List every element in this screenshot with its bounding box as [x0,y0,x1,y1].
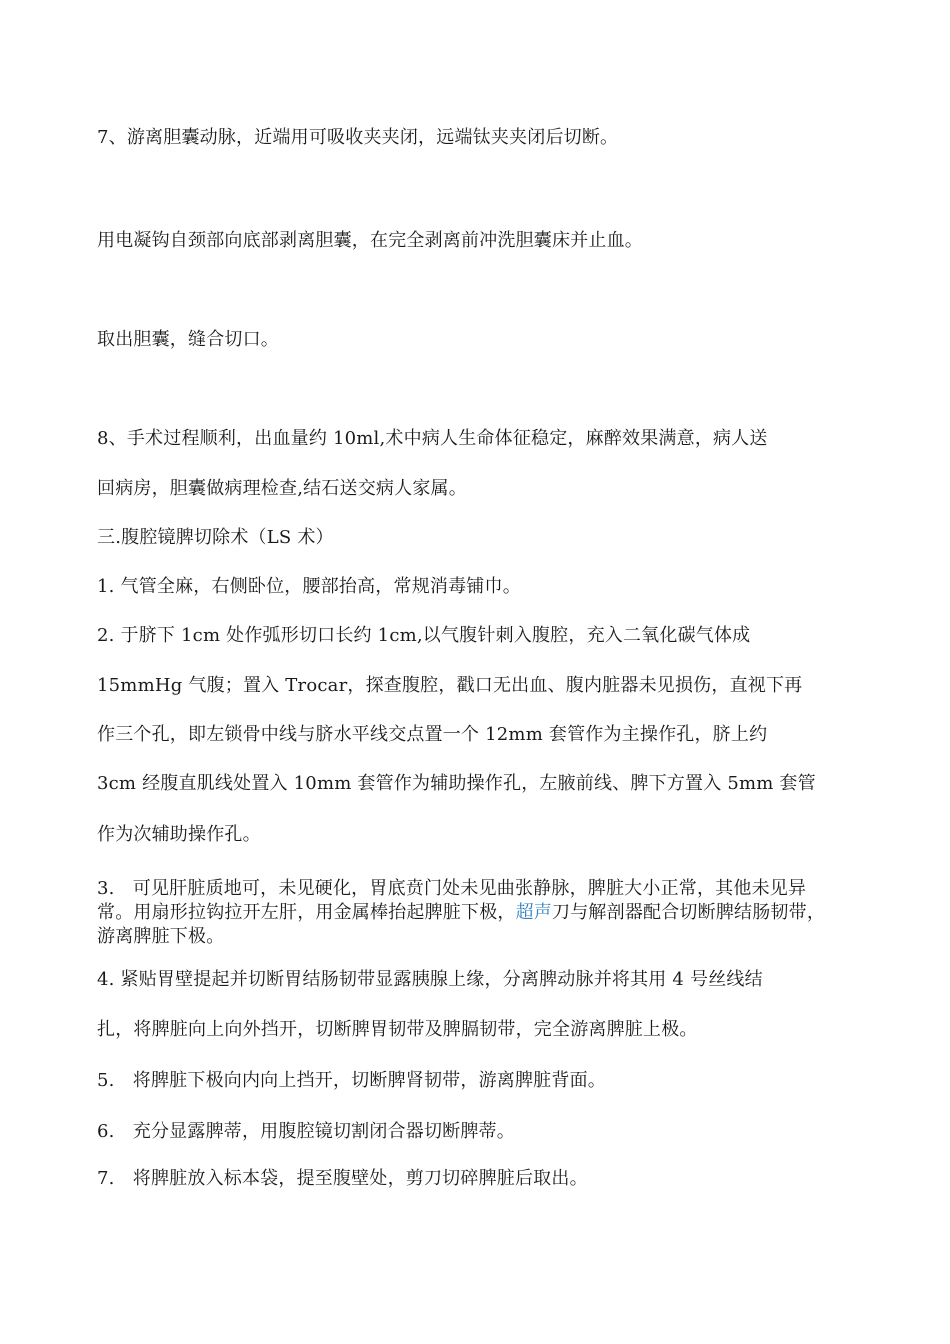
ls-step-1: 1. 气管全麻，右侧卧位，腰部抬高，常规消毒铺巾。 [97,576,521,597]
ls-step-2-line-2: 15mmHg 气腹；置入 Trocar，探查腹腔，戳口无出血、腹内脏器未见损伤，直视下再 [97,675,803,696]
ls-step-3-paragraph [97,877,837,949]
ls-step-4-line-2: 扎，将脾脏向上向外挡开，切断脾胃韧带及脾膈韧带，完全游离脾脏上极。 [97,1019,698,1040]
step-7-gallbladder-artery: 7、游离胆囊动脉，近端用可吸收夹夹闭，远端钛夹夹闭后切断。 [97,127,619,148]
section-heading-ls: 三.腹腔镜脾切除术（LS 术） [97,527,334,548]
ls-step-4-line-1: 4. 紧贴胃壁提起并切断胃结肠韧带显露胰腺上缘，分离脾动脉并将其用 4 号丝线结 [97,969,763,990]
remove-gallbladder-text: 取出胆囊，缝合切口。 [97,329,279,350]
ls-step-6: 6. 充分显露脾蒂，用腹腔镜切割闭合器切断脾蒂。 [97,1121,515,1142]
ls-step-2-line-4: 3cm 经腹直肌线处置入 10mm 套管作为辅助操作孔，左腋前线、脾下方置入 5mm 套管 [97,773,816,794]
ls-step-7: 7. 将脾脏放入标本袋，提至腹壁处，剪刀切碎脾脏后取出。 [97,1168,588,1189]
ls-step-2-line-5: 作为次辅助操作孔。 [97,824,261,845]
ls-step-3-text-before: 3. 可见肝脏质地可，未见硬化，胃底贲门处未见曲张静脉，脾脏大小正常，其他未见异常。用扇形拉钩拉开左肝，用金属棒抬起脾脏下极， [97,878,807,923]
dissect-gallbladder-text: 用电凝钩自颈部向底部剥离胆囊，在完全剥离前冲洗胆囊床并止血。 [97,230,643,251]
ls-step-3-text-after: 刀与解剖器配合切断脾结肠韧带，游离脾脏下极。 [97,902,826,947]
ls-step-2-line-3: 作三个孔，即左锁骨中线与脐水平线交点置一个 12mm 套管作为主操作孔，脐上约 [97,724,768,745]
ls-step-5: 5. 将脾脏下极向内向上挡开，切断脾肾韧带，游离脾脏背面。 [97,1070,606,1091]
step-8-line-2: 回病房，胆囊做病理检查,结石送交病人家属。 [97,478,467,499]
ls-step-2-line-1: 2. 于脐下 1cm 处作弧形切口长约 1cm,以气腹针刺入腹腔，充入二氧化碳气体成 [97,625,751,646]
step-8-line-1: 8、手术过程顺利，出血量约 10ml,术中病人生命体征稳定，麻醉效果满意，病人送 [97,428,768,449]
ultrasound-link[interactable]: 超声 [515,902,553,923]
